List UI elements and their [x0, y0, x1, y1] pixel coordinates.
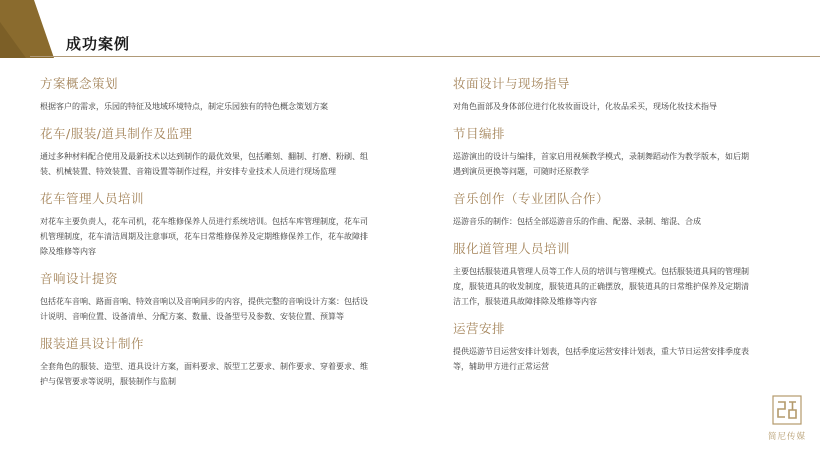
section-title: 节目编排 [453, 126, 506, 141]
section-title: 花车管理人员培训 [40, 191, 145, 206]
section-makeup-design [453, 76, 753, 114]
section-body: 对角色面部及身体部位进行化妆妆面设计，化妆品采买，现场化妆技术指导 [453, 102, 717, 111]
section-title: 花车/服装/道具制作及监理 [40, 126, 193, 141]
section-title: 音乐创作（专业团队合作） [453, 191, 610, 206]
section-body: 巡游演出的设计与编排，首家启用视频教学模式，录制舞蹈动作为教学版本，如后期遇到演员更换等问题，可随时还原教学 [453, 152, 749, 176]
section-body: 巡游音乐的制作：包括全部巡游音乐的作曲、配器、录制、缩混、合成 [453, 217, 701, 226]
section-body: 根据客户的需求，乐园的特征及地域环境特点，制定乐园独有的特色概念策划方案 [40, 102, 328, 111]
page-title: 成功案例 [66, 35, 131, 53]
section-body: 提供巡游节目运营安排计划表，包括季度运营安排计划表，重大节日运营安排季度表等，辅助甲方进行正常运营 [453, 347, 749, 371]
right-column [453, 76, 753, 386]
section-operations [453, 321, 753, 374]
section-title: 运营安排 [453, 321, 506, 336]
section-title: 方案概念策划 [40, 76, 119, 91]
section-choreography [453, 126, 753, 179]
left-column [40, 76, 370, 401]
company-logo [762, 395, 812, 457]
section-body: 全套角色的服装、造型、道具设计方案，面料要求、版型工艺要求、制作要求、穿着要求、维护与保管要求等说明，服装制作与监制 [40, 362, 368, 386]
section-body: 主要包括服装道具管理人员等工作人员的培训与管理模式。包括服装道具间的管理制度，服装道具的收发制度，服装道具的正确摆放，服装道具的日常维护保养及定期清洁工作，服装道具故障排除及维修等内容 [453, 267, 749, 306]
section-body: 通过多种材料配合使用及最新技术以达到制作的最优效果，包括雕刻、翻制、打磨、粉刷、组装、机械装置、特效装置、音箱设置等制作过程，并安排专业技术人员进行现场监理 [40, 152, 368, 176]
section-title: 音响设计提资 [40, 271, 119, 286]
section-music-creation [453, 191, 753, 229]
section-float-production [40, 126, 370, 179]
section-concept-planning [40, 76, 370, 114]
section-audio-design [40, 271, 370, 324]
section-title: 妆面设计与现场指导 [453, 76, 571, 91]
section-title: 服化道管理人员培训 [453, 241, 571, 256]
section-wardrobe-staff-training [453, 241, 753, 309]
section-float-staff-training [40, 191, 370, 259]
company-logo-icon [772, 395, 802, 425]
company-name: 简尼传媒 [767, 432, 806, 442]
section-body: 对花车主要负责人，花车司机，花车维修保养人员进行系统培训。包括车库管理制度，花车司机管理制度，花车清洁周期及注意事项，花车日常维修保养及定期维修保养工作，花车故障排除及维修等内容 [40, 217, 368, 256]
title-divider [30, 56, 820, 57]
section-title: 服装道具设计制作 [40, 336, 145, 351]
corner-decoration [0, 0, 60, 58]
section-costume-design [40, 336, 370, 389]
section-body: 包括花车音响、路面音响、特效音响以及音响同步的内容，提供完整的音响设计方案：包括设计说明、音响位置、设备清单、分配方案、数量、设备型号及参数、安装位置、预算等 [40, 297, 368, 321]
